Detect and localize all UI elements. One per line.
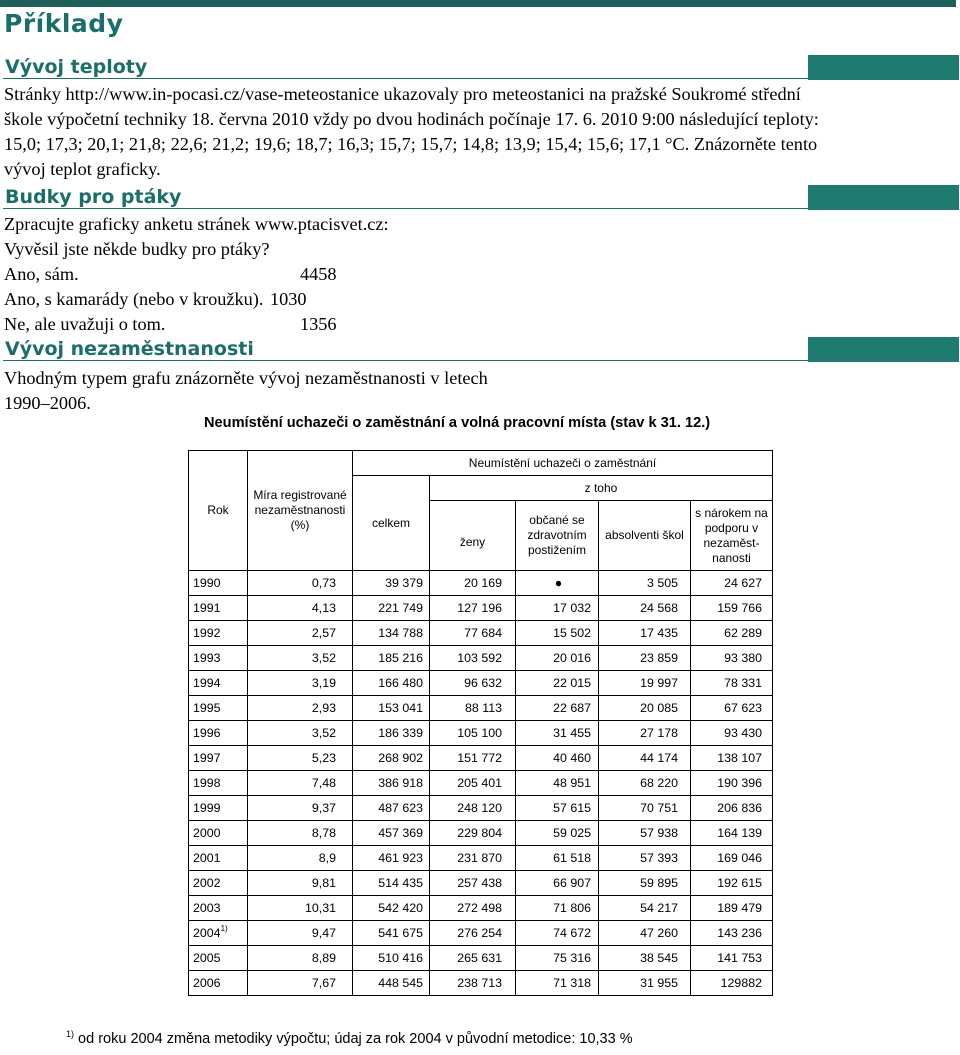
table-cell [691, 771, 773, 796]
budky-answer-1 [4, 262, 337, 288]
table-cell [516, 871, 599, 896]
cell-value: 17 032 [553, 601, 591, 615]
cell-value: 2,57 [311, 626, 336, 640]
table-row [189, 896, 773, 921]
cell-value: 1991 [193, 601, 221, 615]
cell-value: 272 498 [457, 901, 502, 915]
cell-value: 7,67 [311, 976, 336, 990]
table-cell [430, 821, 516, 846]
section-heading-label: Vývoj nezaměstnanosti [3, 337, 808, 361]
cell-value: 9,37 [311, 801, 336, 815]
table-cell [516, 646, 599, 671]
table-cell [516, 971, 599, 996]
cell-value: 44 174 [640, 751, 678, 765]
table-cell [599, 896, 691, 921]
table-cell [691, 671, 773, 696]
cell-value: 48 951 [553, 776, 591, 790]
table-cell [353, 721, 430, 746]
cell-value: 24 627 [724, 576, 762, 590]
cell-value: 186 339 [378, 726, 423, 740]
answer-label: Ano, sám. [4, 264, 79, 284]
cell-value: 143 236 [717, 926, 762, 940]
table-cell [516, 671, 599, 696]
table-cell [353, 796, 430, 821]
header-zeny: ženy [430, 501, 516, 571]
cell-value: 8,78 [311, 826, 336, 840]
cell-value: 96 632 [464, 676, 502, 690]
table-row [189, 771, 773, 796]
table-cell [189, 871, 248, 896]
table-row [189, 621, 773, 646]
cell-value: 31 955 [640, 976, 678, 990]
cell-value: 20 169 [464, 576, 502, 590]
table-row [189, 846, 773, 871]
cell-value: 1990 [193, 576, 221, 590]
table-cell [599, 946, 691, 971]
section-heading-teplota [3, 55, 956, 80]
table-cell [189, 721, 248, 746]
table-cell [248, 796, 353, 821]
table-cell [691, 571, 773, 596]
cell-value: 1998 [193, 776, 221, 790]
cell-value: 57 393 [640, 851, 678, 865]
cell-value: 40 460 [553, 751, 591, 765]
table-row [189, 746, 773, 771]
table-cell [248, 921, 353, 946]
table-cell [691, 871, 773, 896]
table-cell [248, 821, 353, 846]
cell-value: 190 396 [717, 776, 762, 790]
cell-value: 268 902 [378, 751, 423, 765]
cell-value: 0,73 [311, 576, 336, 590]
table-cell [189, 571, 248, 596]
table-cell [430, 621, 516, 646]
table-cell [430, 746, 516, 771]
cell-value: 153 041 [378, 701, 423, 715]
table-cell [353, 671, 430, 696]
table-row [189, 596, 773, 621]
cell-value: 276 254 [457, 926, 502, 940]
table-cell [248, 671, 353, 696]
cell-value: 1995 [193, 701, 221, 715]
table-cell [430, 596, 516, 621]
cell-value: 185 216 [378, 651, 423, 665]
cell-value: 141 753 [717, 951, 762, 965]
cell-value: 7,48 [311, 776, 336, 790]
cell-value: 514 435 [378, 876, 423, 890]
cell-value: 70 751 [640, 801, 678, 815]
cell-value: 38 545 [640, 951, 678, 965]
table-cell [599, 721, 691, 746]
cell-value: 103 592 [457, 651, 502, 665]
cell-value: 74 672 [553, 926, 591, 940]
cell-value: 93 380 [724, 651, 762, 665]
cell-value: 1996 [193, 726, 221, 740]
table-cell [248, 596, 353, 621]
table-cell [248, 771, 353, 796]
page-title: Příklady [4, 9, 124, 38]
cell-value: 2005 [193, 951, 221, 965]
table-cell [599, 671, 691, 696]
cell-value: 206 836 [717, 801, 762, 815]
table-cell [353, 646, 430, 671]
table-cell [189, 946, 248, 971]
cell-value: 257 438 [457, 876, 502, 890]
unemployment-table [188, 450, 773, 996]
table-cell [248, 696, 353, 721]
table-cell [691, 696, 773, 721]
cell-value: 166 480 [378, 676, 423, 690]
section-heading-budky [3, 185, 956, 210]
cell-value: 54 217 [640, 901, 678, 915]
answer-label: Ano, s kamarády (nebo v kroužku). [4, 289, 264, 309]
table-cell [691, 621, 773, 646]
table-cell [430, 571, 516, 596]
table-cell [353, 571, 430, 596]
table-cell [248, 646, 353, 671]
table-cell [430, 771, 516, 796]
cell-value: 542 420 [378, 901, 423, 915]
table-cell [430, 696, 516, 721]
cell-value: 510 416 [378, 951, 423, 965]
cell-value: 265 631 [457, 951, 502, 965]
table-cell [189, 821, 248, 846]
table-cell [691, 796, 773, 821]
cell-value: 1993 [193, 651, 221, 665]
table-cell [516, 721, 599, 746]
table-cell [248, 746, 353, 771]
table-cell [516, 771, 599, 796]
cell-value: 248 120 [457, 801, 502, 815]
answer-label: Ne, ale uvažuji o tom. [4, 314, 166, 334]
section-heading-accent [808, 55, 959, 80]
table-cell [599, 921, 691, 946]
cell-value: 487 623 [378, 801, 423, 815]
cell-value: 67 623 [724, 701, 762, 715]
cell-value: 68 220 [640, 776, 678, 790]
cell-value: 2006 [193, 976, 221, 990]
section-heading-accent [808, 337, 959, 362]
budky-question: Vyvěsil jste někde budky pro ptáky? [4, 239, 270, 259]
cell-value: 39 379 [385, 576, 423, 590]
header-mira: Míra registrované nezaměstnanosti (%) [248, 451, 353, 571]
section-heading-label: Vývoj teploty [3, 55, 808, 79]
cell-value: 134 788 [378, 626, 423, 640]
table-row [189, 971, 773, 996]
table-cell [691, 821, 773, 846]
table-cell [691, 596, 773, 621]
nezamestnanost-line-1: Vhodným typem grafu znázorněte vývoj nezaměstnanosti v letech [4, 368, 488, 388]
answer-value: 1356 [300, 314, 337, 334]
cell-value: 23 859 [640, 651, 678, 665]
answer-value: 1030 [270, 289, 307, 309]
cell-value: 27 178 [640, 726, 678, 740]
table-cell [516, 846, 599, 871]
cell-value: 5,23 [311, 751, 336, 765]
table-cell [189, 896, 248, 921]
table-cell [430, 896, 516, 921]
table-cell [691, 896, 773, 921]
table-row [189, 821, 773, 846]
table-cell [599, 796, 691, 821]
table-cell [248, 721, 353, 746]
table-cell [353, 846, 430, 871]
cell-value: 57 615 [553, 801, 591, 815]
table-cell [353, 621, 430, 646]
table-cell [516, 571, 599, 596]
table-cell [430, 921, 516, 946]
cell-value: 127 196 [457, 601, 502, 615]
table-cell [599, 971, 691, 996]
cell-value: 24 568 [640, 601, 678, 615]
table-cell [189, 621, 248, 646]
cell-value: 20 016 [553, 651, 591, 665]
cell-value: 71 806 [553, 901, 591, 915]
table-cell [189, 671, 248, 696]
table-cell [430, 721, 516, 746]
footnote-mark: 1) [66, 1029, 75, 1039]
cell-value: 22 687 [553, 701, 591, 715]
table-cell [516, 746, 599, 771]
table-cell [353, 871, 430, 896]
table-row [189, 871, 773, 896]
cell-value: 15 502 [553, 626, 591, 640]
table-cell [430, 846, 516, 871]
header-obcane: občané se zdravotním postižením [516, 501, 599, 571]
table-cell [599, 646, 691, 671]
cell-value: 71 318 [553, 976, 591, 990]
table-cell [353, 696, 430, 721]
teplota-line-4: vývoj teplot graficky. [4, 159, 161, 179]
cell-value: 3 505 [646, 576, 678, 590]
cell-value: 189 479 [717, 901, 762, 915]
cell-value: 105 100 [457, 726, 502, 740]
table-row [189, 946, 773, 971]
table-row [189, 696, 773, 721]
table-row [189, 721, 773, 746]
table-cell [189, 921, 248, 946]
table-cell [353, 821, 430, 846]
table-cell [353, 921, 430, 946]
table-cell [516, 796, 599, 821]
table-cell [599, 571, 691, 596]
top-rule [0, 0, 956, 7]
nezamestnanost-line-2: 1990–2006. [4, 393, 91, 413]
cell-value: 192 615 [717, 876, 762, 890]
table-row [189, 921, 773, 946]
cell-value: 461 923 [378, 851, 423, 865]
cell-value: 61 518 [553, 851, 591, 865]
table-row [189, 571, 773, 596]
cell-value: 57 938 [640, 826, 678, 840]
cell-value: 22 015 [553, 676, 591, 690]
cell-value: 62 289 [724, 626, 762, 640]
table-cell [516, 946, 599, 971]
table-cell [248, 621, 353, 646]
cell-value: 78 331 [724, 676, 762, 690]
table-cell [248, 946, 353, 971]
table-cell [189, 696, 248, 721]
table-cell [353, 946, 430, 971]
table-cell [691, 746, 773, 771]
header-celkem: celkem [353, 476, 430, 571]
table-cell [691, 846, 773, 871]
table-cell [353, 596, 430, 621]
cell-value: 9,81 [311, 876, 336, 890]
table-cell [516, 921, 599, 946]
table-cell [189, 796, 248, 821]
cell-value: 221 749 [378, 601, 423, 615]
cell-value: 59 025 [553, 826, 591, 840]
table-cell [189, 971, 248, 996]
cell-value: 1994 [193, 676, 221, 690]
cell-value: 386 918 [378, 776, 423, 790]
cell-value: 77 684 [464, 626, 502, 640]
answer-value: 4458 [300, 264, 337, 284]
table-cell [516, 821, 599, 846]
cell-value: 9,47 [311, 926, 336, 940]
table-cell [189, 646, 248, 671]
teplota-line-1: Stránky http://www.in-pocasi.cz/vase-meteostanice ukazovaly pro meteostanici na pražské Soukromé střední [4, 84, 801, 104]
cell-value: 151 772 [457, 751, 502, 765]
footnote-text: od roku 2004 změna metodiky výpočtu; údaj za rok 2004 v původní metodice: 10,33 % [78, 1031, 633, 1047]
table-cell [516, 621, 599, 646]
cell-value: 448 545 [378, 976, 423, 990]
table-cell [248, 846, 353, 871]
table-cell [353, 896, 430, 921]
budky-answer-2 [4, 287, 307, 313]
section-heading-accent [808, 185, 959, 210]
teplota-line-2: škole výpočetní techniky 18. června 2010 vždy po dvou hodinách počínaje 17. 6. 2010 9:00 následující teploty: [4, 109, 819, 129]
budky-intro: Zpracujte graficky anketu stránek www.ptacisvet.cz: [4, 214, 389, 234]
table-cell [248, 971, 353, 996]
table-cell [353, 746, 430, 771]
cell-value: 238 713 [457, 976, 502, 990]
cell-value: 129882 [720, 976, 762, 990]
table-cell [248, 896, 353, 921]
cell-value: 1992 [193, 626, 221, 640]
table-cell [599, 746, 691, 771]
table-cell [353, 971, 430, 996]
table-cell [248, 571, 353, 596]
table-cell [599, 846, 691, 871]
table-cell [599, 596, 691, 621]
header-rok: Rok [189, 451, 248, 571]
table-cell [353, 771, 430, 796]
table-cell [599, 696, 691, 721]
cell-value: 159 766 [717, 601, 762, 615]
cell-value: 205 401 [457, 776, 502, 790]
cell-value: 20 085 [640, 701, 678, 715]
table-cell [516, 896, 599, 921]
table-cell [430, 671, 516, 696]
table-cell [248, 871, 353, 896]
table-cell [691, 971, 773, 996]
table-row [189, 671, 773, 696]
table-cell [516, 696, 599, 721]
table-cell [516, 596, 599, 621]
teplota-line-3: 15,0; 17,3; 20,1; 21,8; 22,6; 21,2; 19,6; 18,7; 16,3; 15,7; 15,7; 14,8; 13,9; 15,4; 15,6; 17,1 °C. Znázorněte tento [4, 134, 818, 154]
cell-value: 2001 [193, 851, 221, 865]
cell-value: 10,31 [304, 901, 336, 915]
header-group: Neumístění uchazeči o zaměstnání [353, 451, 773, 476]
table-cell [691, 721, 773, 746]
cell-value: 75 316 [553, 951, 591, 965]
table-cell [189, 846, 248, 871]
cell-value: 3,52 [311, 726, 336, 740]
header-absolventi: absolventi škol [599, 501, 691, 571]
header-z-toho: z toho [430, 476, 773, 501]
table-cell [599, 871, 691, 896]
cell-value: 4,13 [311, 601, 336, 615]
footnote [66, 1031, 633, 1047]
cell-value: 47 260 [640, 926, 678, 940]
cell-value: 457 369 [378, 826, 423, 840]
cell-value: 93 430 [724, 726, 762, 740]
cell-value: 164 139 [717, 826, 762, 840]
cell-value: 31 455 [553, 726, 591, 740]
table-cell [599, 621, 691, 646]
table-cell [430, 646, 516, 671]
cell-value: 2000 [193, 826, 221, 840]
cell-value: 59 895 [640, 876, 678, 890]
budky-answer-3 [4, 312, 337, 338]
cell-value: 138 107 [717, 751, 762, 765]
table-cell [189, 746, 248, 771]
cell-value: 541 675 [378, 926, 423, 940]
table-row [189, 796, 773, 821]
cell-value: 1999 [193, 801, 221, 815]
cell-value: 88 113 [465, 701, 502, 715]
table-cell [189, 771, 248, 796]
table-cell [430, 871, 516, 896]
cell-value: ● [554, 576, 563, 590]
cell-value: 8,9 [318, 851, 336, 865]
cell-value: 2004 [193, 926, 221, 940]
header-narok: s nárokem na podporu v nezaměst- nanosti [691, 501, 773, 571]
cell-value: 3,52 [311, 651, 336, 665]
section-heading-label: Budky pro ptáky [3, 185, 808, 209]
cell-value: 17 435 [640, 626, 678, 640]
cell-value: 2003 [193, 901, 221, 915]
table-cell [430, 946, 516, 971]
table-cell [430, 971, 516, 996]
table-cell [691, 946, 773, 971]
table-row [189, 646, 773, 671]
table-caption: Neumístění uchazeči o zaměstnání a volná pracovní místa (stav k 31. 12.) [204, 415, 711, 431]
table-cell [599, 821, 691, 846]
cell-value: 169 046 [717, 851, 762, 865]
table-cell [189, 596, 248, 621]
cell-value: 2002 [193, 876, 221, 890]
table-cell [599, 771, 691, 796]
table-cell [430, 796, 516, 821]
cell-value: 1997 [193, 751, 221, 765]
cell-value: 8,89 [311, 951, 336, 965]
cell-value: 66 907 [553, 876, 591, 890]
cell-value: 3,19 [311, 676, 336, 690]
cell-value: 19 997 [640, 676, 678, 690]
row-note-mark: 1) [220, 924, 228, 933]
cell-value: 2,93 [311, 701, 336, 715]
cell-value: 231 870 [457, 851, 502, 865]
section-heading-nezamestnanost [3, 337, 956, 362]
table-cell [691, 646, 773, 671]
cell-value: 229 804 [457, 826, 502, 840]
table-cell [691, 921, 773, 946]
